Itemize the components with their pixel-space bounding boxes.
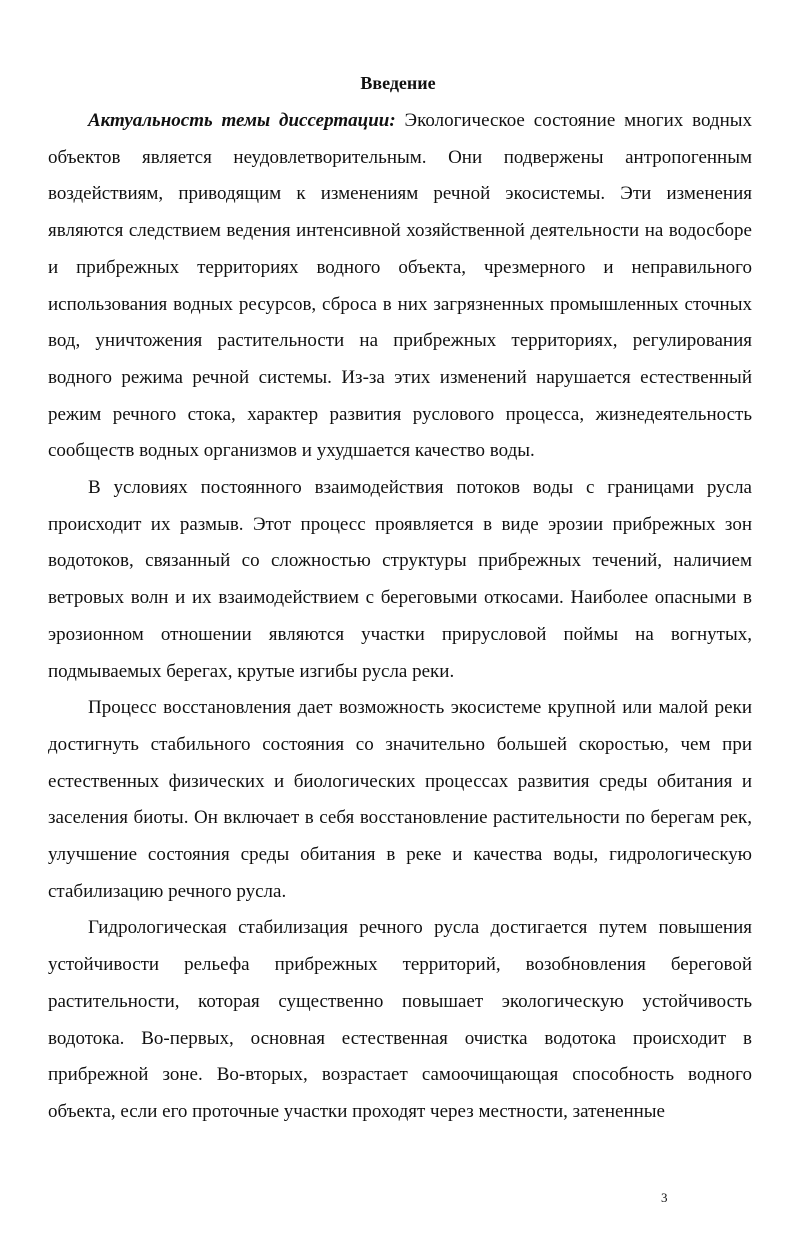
paragraph-3: Процесс восстановления дает возможность экосистеме крупной или малой реки достигнуть стабильного состояния со значительно большей скоростью, чем при естественных физических и биологических процессах развития среды обитания и заселения биоты. Он включает в себя восстановление растительности по берегам рек, улучшение состояния среды обитания в реке и качества воды, гидрологическую стабилизацию речного русла. — [48, 697, 752, 902]
paragraph-1 — [48, 103, 752, 470]
paragraph-4: Гидрологическая стабилизация речного русла достигается путем повышения устойчивости рельефа прибрежных территорий, возобновления береговой растительности, которая существенно повышает экологическую устойчивость водотока. Во-первых, основная естественная очистка водотока происходит в прибрежной зоне. Во-вторых, возрастает самоочищающая способность водного объекта, если его проточные участки проходят через местности, затененные — [48, 917, 752, 1122]
paragraph-2: В условиях постоянного взаимодействия потоков воды с границами русла происходит их размыв. Этот процесс проявляется в виде эрозии прибрежных зон водотоков, связанный со сложностью структуры прибрежных течений, наличием ветровых волн и их взаимодействием с береговыми откосами. Наиболее опасными в эрозионном отношении являются участки прирусловой поймы на вогнутых, подмываемых берегах, крутые изгибы русла реки. — [48, 477, 752, 682]
lead-label: Актуальность темы диссертации: — [88, 110, 396, 131]
body-text — [48, 103, 752, 1131]
section-heading: Введение — [360, 73, 436, 93]
page-number: 3 — [661, 1190, 668, 1205]
paragraph-1-text: Экологическое состояние многих водных объектов является неудовлетворительным. Они подвержены антропогенным воздействиям, приводящим к изменениям речной экосистемы. Эти изменения являются следствием ведения интенсивной хозяйственной деятельности на водосборе и прибрежных территориях водного объекта, чрезмерного и неправильного использования водных ресурсов, сброса в них загрязненных промышленных сточных вод, уничтожения растительности на прибрежных территориях, регулирования водного режима речной системы. Из-за этих изменений нарушается естественный режим речного стока, характер развития руслового процесса, жизнедеятельность сообществ водных организмов и ухудшается качество воды. — [48, 110, 752, 462]
